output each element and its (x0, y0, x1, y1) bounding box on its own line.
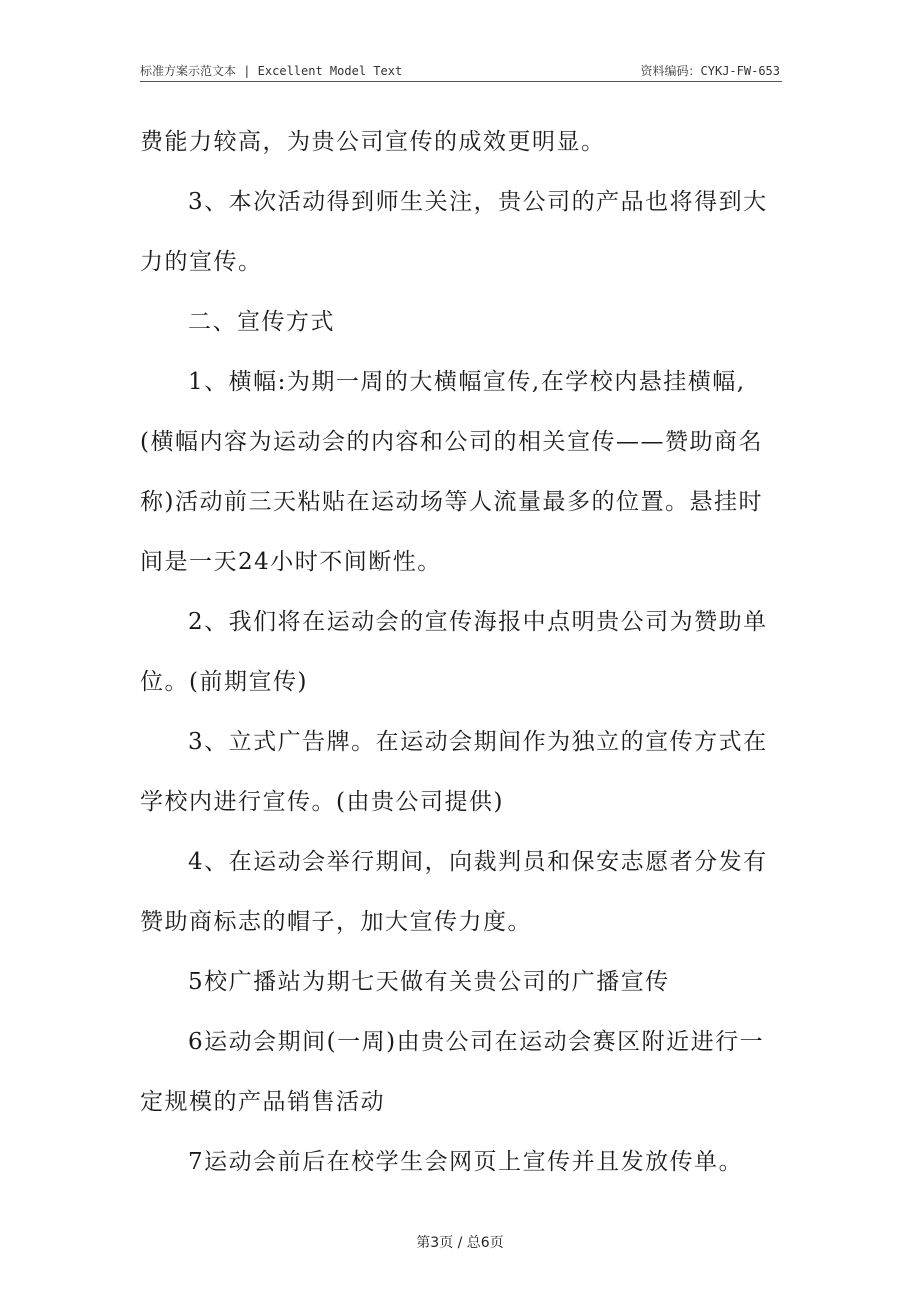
paragraph-website: 7运动会前后在校学生会网页上宣传并且发放传单。 (188, 1149, 744, 1175)
paragraph-item-3: 3、本次活动得到师生关注，贵公司的产品也将得到大力的宣传。 (140, 189, 768, 275)
paragraph-billboard: 3、立式广告牌。在运动会期间作为独立的宣传方式在学校内进行宣传。(由贵公司提供) (140, 729, 768, 815)
page-number: 第3页 / 总6页 (416, 1235, 504, 1251)
paragraph-banner: 1、横幅:为期一周的大横幅宣传,在学校内悬挂横幅,(横幅内容为运动会的内容和公司的相关宣传——赞助商名称)活动前三天粘贴在运动场等人流量最多的位置。悬挂时间是一天24小时不间断性。 (140, 369, 763, 575)
paragraph-broadcast: 5校广播站为期七天做有关贵公司的广播宣传 (188, 969, 670, 995)
paragraph-hats: 4、在运动会举行期间，向裁判员和保安志愿者分发有赞助商标志的帽子，加大宣传力度。 (140, 849, 768, 935)
paragraph-sales: 6运动会期间(一周)由贵公司在运动会赛区附近进行一定规模的产品销售活动 (140, 1029, 765, 1115)
document-code: 资料编码：CYKJ-FW-653 (640, 64, 780, 78)
header-divider (140, 81, 782, 82)
document-body (140, 112, 780, 1192)
header-title: 标准方案示范文本 | Excellent Model Text (140, 64, 403, 78)
section-heading-promotion: 二、宣传方式 (188, 309, 335, 335)
page-header (140, 62, 780, 80)
paragraph-poster: 2、我们将在运动会的宣传海报中点明贵公司为赞助单位。(前期宣传) (140, 609, 768, 695)
paragraph-continuation: 费能力较高，为贵公司宣传的成效更明显。 (140, 129, 606, 155)
